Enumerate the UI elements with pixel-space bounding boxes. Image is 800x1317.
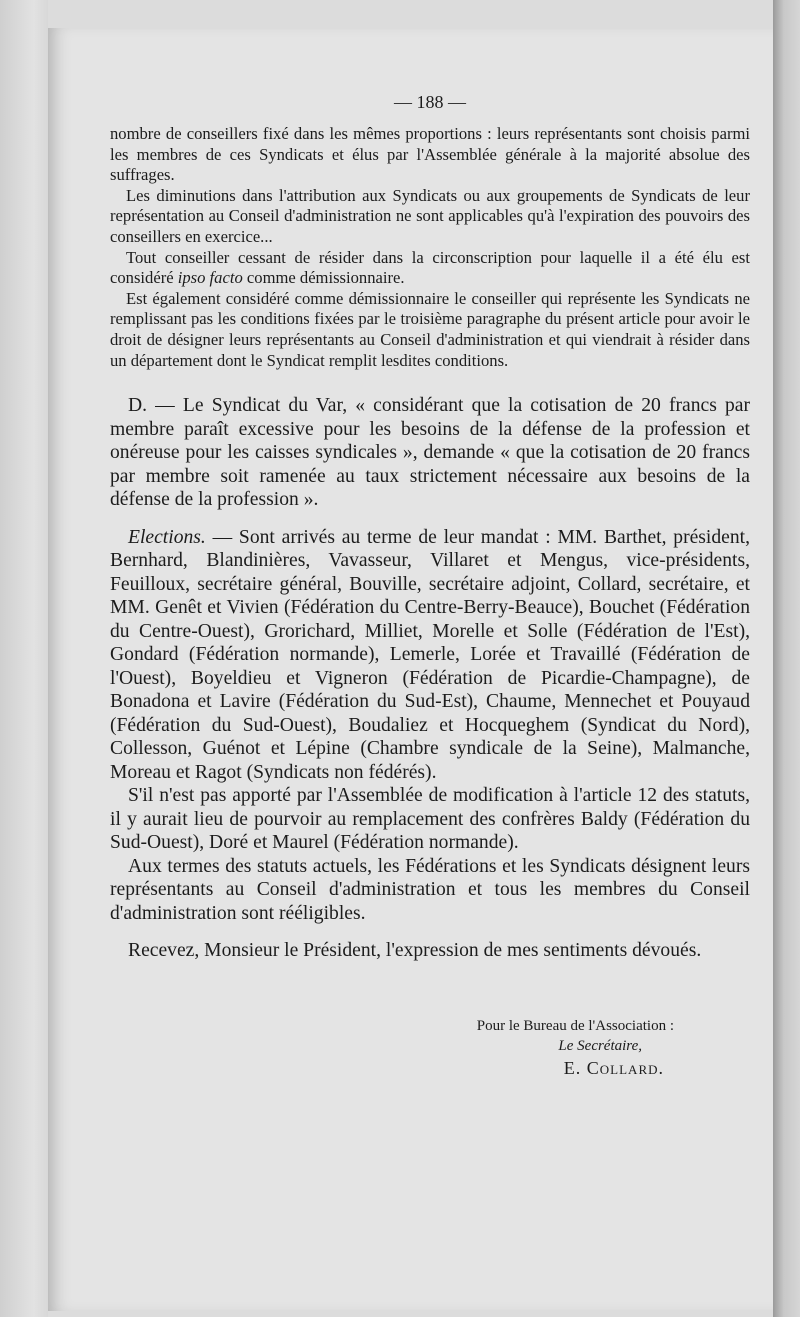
paragraph-residence xyxy=(110,248,750,289)
page-number: — 188 — xyxy=(394,92,466,112)
paragraph-elections xyxy=(110,526,750,785)
paragraph-article-12: S'il n'est pas apporté par l'Assemblée de modification à l'article 12 des statuts, il y aurait lieu de pourvoir au remplacement des confrères Baldy (Fédération du Sud-Ouest), Doré et Maurel (Fédération normande). xyxy=(110,785,750,853)
small-print-section xyxy=(110,124,750,371)
elections-text: — Sont arrivés au terme de leur mandat : MM. Barthet, président, Bernhard, Blandinières, Vavasseur, Villaret et Mengus, vice-présidents, Feuilloux, secrétaire général, Bouville, secrétaire adjoint, Collard, secrétaire, et MM. Genêt et Vivien (Fédération du Centre-Berry-Beauce), Bouchet (Fédération du Centre-Ouest), Grorichard, Milliet, Morelle et Solle (Fédération de l'Est), Gondard (Fédération normande), Lemerle, Lorée et Travaillé (Fédération de l'Ouest), Boyeldieu et Vigneron (Fédération de Picardie-Champagne), de Bonadona et Lavire (Fédération du Sud-Est), Chaume, Mennechet et Pouyaud (Fédération du Sud-Ouest), Boudaliez et Hocqueghem (Syndicat du Nord), Collesson, Guénot et Lépine (Chambre syndicale de la Seine), Malmanche, Moreau et Ragot (Syndicats non fédérés). xyxy=(110,526,750,783)
ipso-facto: ipso facto xyxy=(177,268,243,288)
paragraph-statuts: Aux termes des statuts actuels, les Fédérations et les Syndicats désignent leurs représentants au Conseil d'administration et tous les membres du Conseil d'administration sont rééligibles. xyxy=(110,855,750,924)
paragraph-demission: Est également considéré comme démissionnaire le conseiller qui représente les Syndicats ne remplissant pas les conditions fixées par le troisième paragraphe du présent article pour avoir le droit de désigner leurs représentants au Conseil d'administration et qui viendrait à résider dans un département dont le Syndicat remplit lesdites conditions. xyxy=(110,288,750,370)
elections-label: Elections. xyxy=(128,526,206,548)
signature-name: E. Collard. xyxy=(563,1058,664,1078)
signature-block xyxy=(110,1016,750,1078)
paragraph-syndicat-var: D. — Le Syndicat du Var, « considérant que la cotisation de 20 francs par membre paraît excessive pour les besoins de la défense de la profession et onéreuse pour les caisses syndicales », demande « que la cotisation de 20 francs par membre soit ramenée au taux strictement nécessaire aux besoins de la défense de la profession ». xyxy=(110,395,750,510)
paragraph-diminutions: Les diminutions dans l'attribution aux Syndicats ou aux groupements de Syndicats de leur représentation au Conseil d'administration ne sont applicables qu'à l'expiration des pouvoirs des conseillers en exercice... xyxy=(110,185,750,246)
residence-text: Tout conseiller cessant de résider dans la circonscription pour laquelle il a été élu est considéré xyxy=(110,247,750,288)
paragraph-closing: Recevez, Monsieur le Président, l'expression de mes sentiments dévoués. xyxy=(128,940,702,961)
paragraph-continuation: nombre de conseillers fixé dans les mêmes proportions : leurs représentants sont choisis parmi les membres de ces Syndicats et élus par l'Assemblée générale à la majorité absolue des suffrages. xyxy=(110,124,750,185)
page-gutter-left xyxy=(0,0,48,1317)
signature-line-bureau: Pour le Bureau de l'Association : xyxy=(476,1018,674,1034)
main-text-section xyxy=(110,394,750,963)
residence-text-end: comme démissionnaire. xyxy=(246,268,405,288)
page-edge-right xyxy=(773,0,800,1317)
signature-line-title: Le Secrétaire, xyxy=(558,1038,642,1054)
